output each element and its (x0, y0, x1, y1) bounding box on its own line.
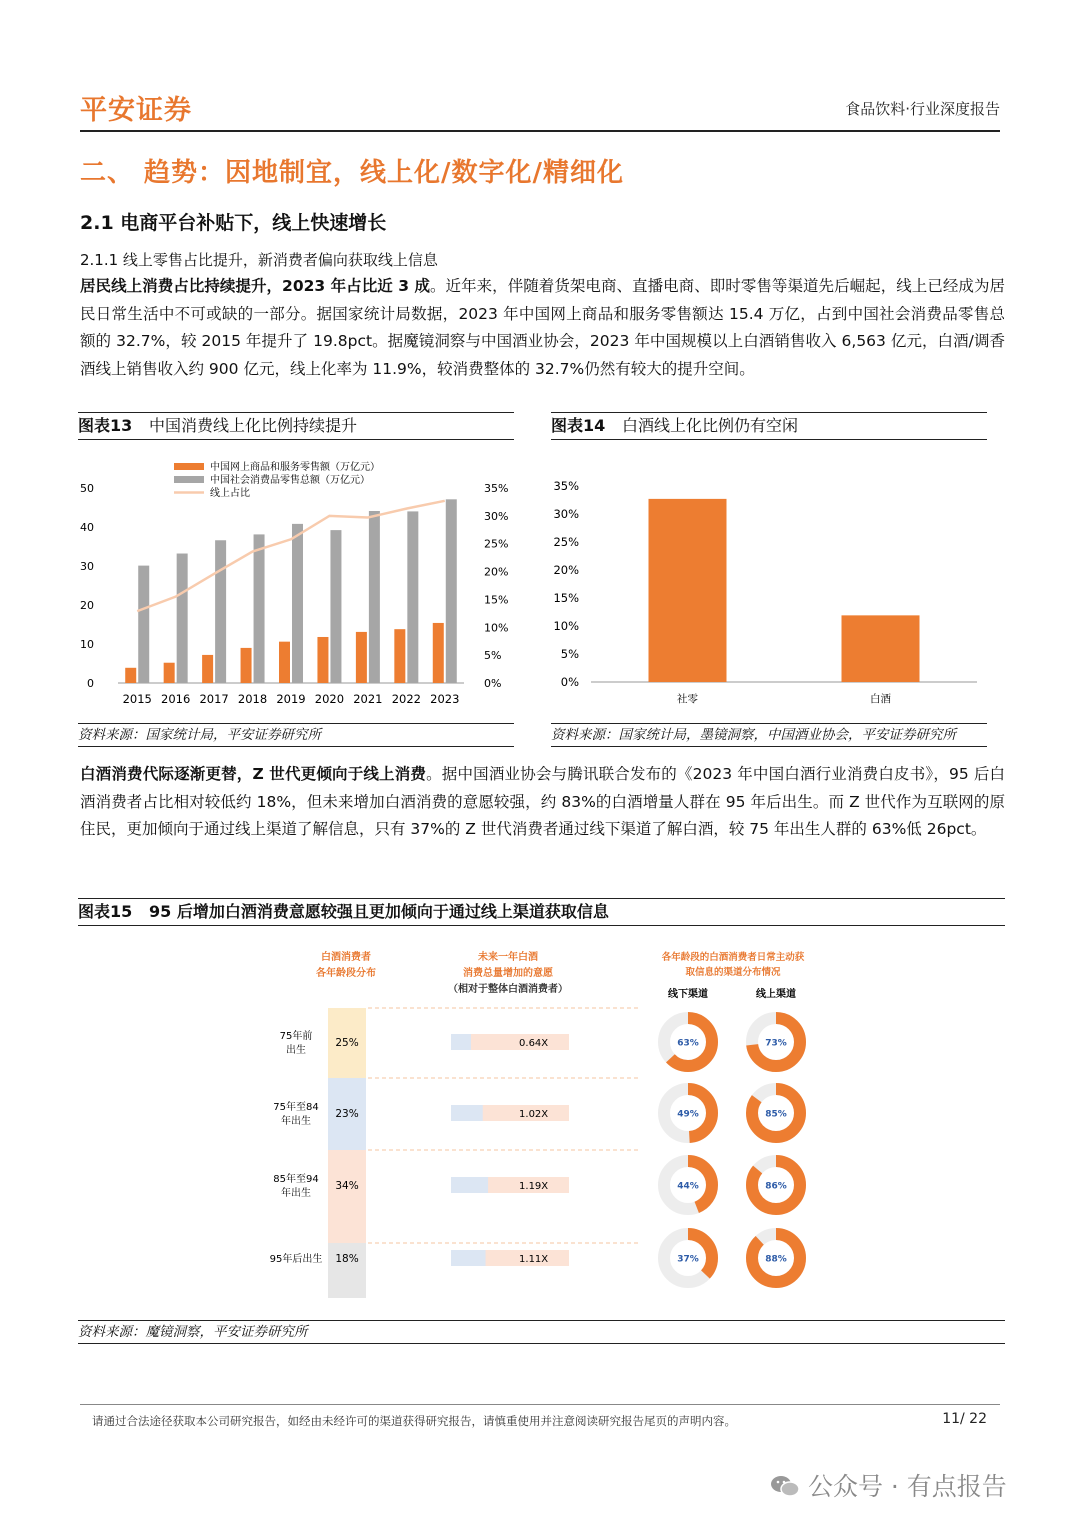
willingness-value: 1.02X (519, 1109, 549, 1120)
watermark-text: 公众号 · 有点报告 (807, 1472, 1007, 1501)
x-tick-label: 2018 (237, 692, 268, 706)
header-divider (80, 130, 1000, 132)
age-group-label: 95年后出生 (269, 1254, 323, 1265)
bar-online-retail (125, 668, 136, 683)
online-channel-label: 线上渠道 (756, 989, 796, 1000)
donut-value: 63% (677, 1038, 699, 1049)
y-right-tick-label: 0% (484, 677, 502, 690)
para1-text: 。近年来，伴随着货架电商、直播电商、即时零售等渠道先后崛起，线上已经成为居民日常生活中不可或缺的一部分。据国家统计局数据，2023 年中国网上商品和服务零售额达 15.4 万亿，占到中国社会消费品零售总额的 32.7%，较 2015 年提升了 19.8pct。据魔镜洞察与中国酒业协会，2023 年中国规模以上白酒销售收入 6,563 亿元，白酒/调香酒线上销售收入约 900 亿元，线上化率为 11.9%，较消费整体的 32.7%仍然有较大的提升空间。 (80, 277, 1005, 378)
para2-bold: 白酒消费代际逐渐更替，Z 世代更倾向于线上消费 (80, 765, 427, 783)
bar-online-retail (317, 637, 328, 683)
subsection-heading: 2.1 电商平台补贴下，线上快速增长 (80, 212, 387, 234)
y-tick-label: 30% (553, 507, 579, 521)
y-tick-label: 5% (560, 647, 579, 661)
col1-header: 白酒消费者 (321, 952, 371, 963)
bar-online-retail (433, 623, 444, 683)
y-right-tick-label: 35% (484, 482, 509, 495)
figure13-caption: 中国消费线上化比例持续提升 (149, 416, 358, 435)
age-share-block (328, 1243, 366, 1298)
x-tick-label: 2016 (161, 692, 191, 706)
bar-total-retail (215, 540, 226, 683)
figure14-caption: 白酒线上化比例仍有空闲 (622, 416, 799, 435)
figure15-infographic (78, 935, 1005, 1319)
x-tick-label: 社零 (677, 693, 698, 705)
bar-online-retail (356, 632, 367, 683)
age-share-block (328, 1150, 366, 1243)
y-tick-label: 35% (553, 479, 579, 493)
footer-divider (80, 1404, 1000, 1405)
bar-total-retail (177, 554, 188, 683)
x-tick-label: 2023 (430, 692, 460, 706)
figure15-title (78, 898, 1005, 926)
donut-value: 44% (677, 1181, 699, 1192)
col2-header: 未来一年白酒 (478, 952, 538, 963)
page-number: 11/ 22 (942, 1411, 987, 1427)
willingness-value: 1.19X (519, 1181, 549, 1192)
sub-subsection-heading: 2.1.1 线上零售占比提升，新消费者偏向获取线上信息 (80, 251, 438, 269)
x-tick-label: 2019 (276, 692, 306, 706)
donut-value: 86% (765, 1181, 787, 1192)
figure15-source: 资料来源：魔镜洞察，平安证券研究所 (78, 1320, 1005, 1344)
y-left-tick-label: 10 (80, 638, 94, 651)
para1-bold1: 居民线上消费占比持续提升， (80, 277, 283, 295)
figure15-label: 图表15 (78, 902, 133, 921)
x-tick-label: 白酒 (870, 693, 891, 705)
y-left-tick-label: 30 (80, 560, 94, 573)
figure13-title (78, 412, 514, 440)
figure14-label: 图表14 (551, 416, 606, 435)
bar-online-retail (202, 655, 213, 683)
figure13-chart (78, 446, 518, 716)
donut-value: 85% (765, 1109, 787, 1120)
y-right-tick-label: 15% (484, 593, 509, 607)
age-group-label: 年出生 (281, 1188, 311, 1199)
age-share-value: 23% (335, 1108, 359, 1120)
willingness-value: 1.11X (519, 1254, 549, 1265)
y-tick-label: 15% (553, 591, 579, 605)
y-right-tick-label: 10% (484, 621, 509, 635)
figure14-title (551, 412, 987, 440)
figure13-label: 图表13 (78, 416, 133, 435)
donut-value: 37% (677, 1254, 699, 1265)
age-group-label: 75年前 (279, 1031, 313, 1042)
watermark (770, 1467, 1007, 1503)
age-share-value: 34% (335, 1180, 359, 1192)
bar-online-retail (279, 642, 290, 683)
age-share-value: 25% (335, 1037, 359, 1049)
paragraph-online-share (80, 273, 1005, 383)
legend-label: 线上占比 (210, 488, 250, 499)
x-tick-label: 2021 (353, 692, 383, 706)
bar-total-retail (292, 524, 303, 683)
legend-swatch (174, 476, 204, 483)
col2-header: 消费总量增加的意愿 (463, 968, 553, 979)
donut-value: 73% (765, 1038, 787, 1049)
y-right-tick-label: 20% (484, 565, 509, 579)
bar-online-retail (241, 648, 252, 683)
y-tick-label: 10% (553, 619, 579, 633)
para2-text: 。据中国酒业协会与腾讯联合发布的《2023 年中国白酒行业消费白皮书》，95 后白酒消费者占比相对较低约 18%，但未来增加白酒消费的意愿较强，约 83%的白酒增量人群在 95 年后出生。而 Z 世代作为互联网的原住民，更加倾向于通过线上渠道了解信息，只有 37%的 Z 世代消费者通过线下渠道了解白酒，较 75 年出生人群的 63%低 26pct。 (80, 765, 1006, 838)
offline-channel-label: 线下渠道 (668, 989, 708, 1000)
bar-total-retail (330, 530, 341, 683)
col1-header: 各年龄段分布 (316, 968, 376, 979)
y-right-tick-label: 30% (484, 509, 509, 523)
figure14-chart (551, 446, 991, 716)
y-tick-label: 0% (560, 675, 579, 689)
x-tick-label: 2020 (314, 692, 345, 706)
willingness-value: 0.64X (519, 1038, 549, 1049)
age-group-label: 85年至94 (273, 1174, 319, 1185)
bar-online-ratio (842, 615, 920, 682)
section-heading: 二、 趋势：因地制宜，线上化/数字化/精细化 (80, 158, 625, 188)
col3-header: 取信息的渠道分布情况 (685, 967, 781, 978)
figure14-source: 资料来源：国家统计局，墨镜洞察，中国酒业协会，平安证券研究所 (551, 723, 987, 747)
y-right-tick-label: 5% (484, 649, 502, 663)
wechat-icon (770, 1474, 800, 1498)
bar-total-retail (369, 511, 380, 683)
age-group-label: 年出生 (281, 1116, 311, 1127)
donut-value: 49% (677, 1109, 699, 1120)
x-tick-label: 2015 (122, 692, 152, 706)
y-right-tick-label: 25% (484, 537, 509, 551)
brand-logo: 平安证券 (80, 95, 192, 126)
paragraph-generation (80, 761, 1005, 844)
legend-label: 中国网上商品和服务零售额（万亿元） (210, 462, 380, 473)
legend-label: 中国社会消费品零售总额（万亿元） (210, 475, 370, 486)
figure13-source: 资料来源：国家统计局，平安证券研究所 (78, 723, 514, 747)
bar-online-retail (164, 663, 175, 683)
bar-total-retail (138, 566, 149, 683)
bar-total-retail (446, 499, 457, 683)
footer-disclaimer: 请通过合法途径获取本公司研究报告，如经由未经许可的渠道获得研究报告，请慎重使用并注意阅读研究报告尾页的声明内容。 (92, 1414, 736, 1428)
y-tick-label: 20% (553, 563, 579, 577)
y-left-tick-label: 0 (87, 677, 94, 690)
y-left-tick-label: 40 (80, 521, 94, 534)
bar-online-retail (394, 629, 405, 683)
x-tick-label: 2022 (391, 692, 421, 706)
legend-swatch (174, 463, 204, 470)
x-tick-label: 2017 (199, 692, 229, 706)
col2-header: （相对于整体白酒消费者） (448, 984, 568, 995)
para1-bold2: 2023 年占比近 3 成 (282, 277, 430, 295)
report-category: 食品饮料·行业深度报告 (845, 100, 1000, 118)
y-tick-label: 25% (553, 535, 579, 549)
bar-online-ratio (649, 499, 727, 682)
bar-total-retail (254, 534, 265, 683)
col3-header: 各年龄段的白酒消费者日常主动获 (661, 952, 805, 963)
y-left-tick-label: 20 (80, 599, 94, 612)
age-group-label: 75年至84 (273, 1102, 319, 1113)
bar-total-retail (407, 511, 418, 683)
figure15-caption: 95 后增加白酒消费意愿较强且更加倾向于通过线上渠道获取信息 (149, 902, 609, 921)
age-share-value: 18% (335, 1253, 359, 1265)
donut-value: 88% (765, 1254, 787, 1265)
age-group-label: 出生 (286, 1045, 306, 1056)
y-left-tick-label: 50 (80, 482, 94, 495)
